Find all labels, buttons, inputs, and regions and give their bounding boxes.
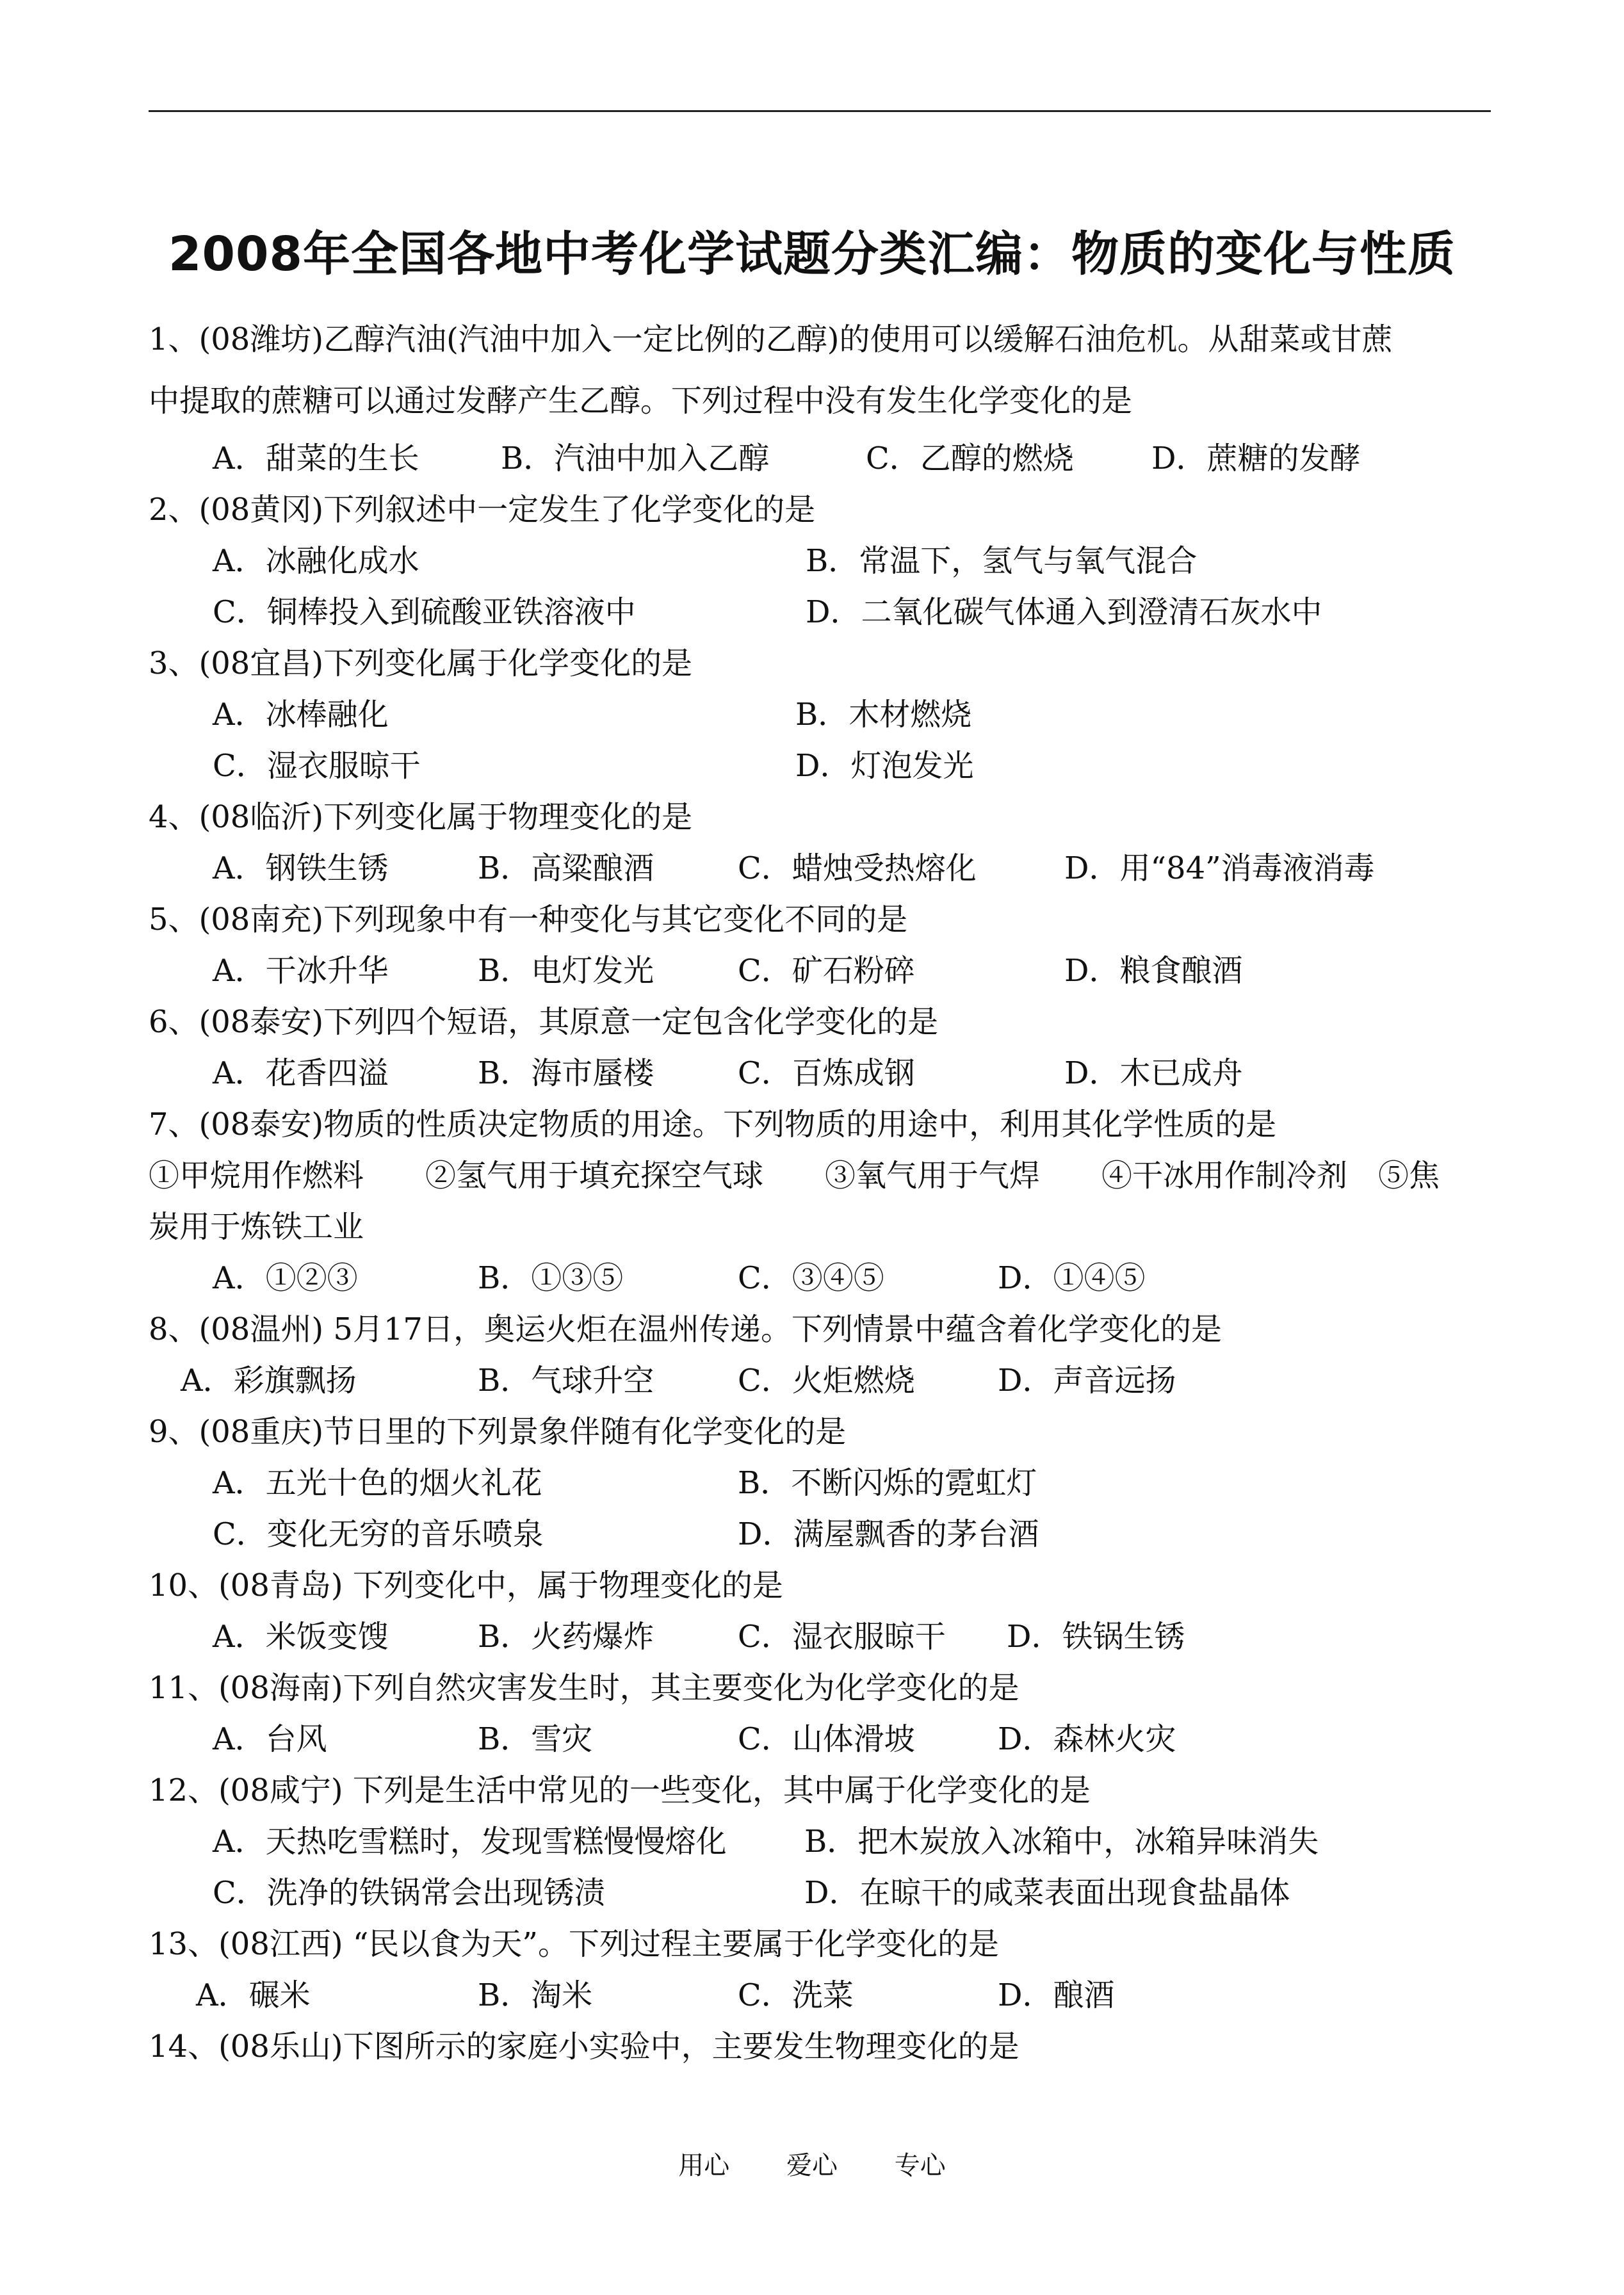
question-line: 1、(08潍坊)乙醇汽油(汽油中加入一定比例的乙醇)的使用可以缓解石油危机。从甜菜或甘蔗	[149, 321, 1393, 357]
question-line: 3、(08宜昌)下列变化属于化学变化的是	[149, 645, 693, 681]
option: D．声音远扬	[998, 1363, 1176, 1399]
option: C．变化无穷的音乐喷泉	[213, 1516, 544, 1552]
option: A．五光十色的烟火礼花	[213, 1465, 542, 1501]
page-footer	[0, 2145, 1624, 2182]
page-title: 2008年全国各地中考化学试题分类汇编：物质的变化与性质	[168, 227, 1456, 282]
option: A．花香四溢	[213, 1055, 389, 1091]
option: A．碾米	[196, 1977, 311, 2013]
option: D．①④⑤	[998, 1260, 1146, 1296]
option: C．山体滑坡	[738, 1721, 915, 1757]
option: B．常温下，氢气与氧气混合	[806, 543, 1198, 579]
option: A．冰融化成水	[213, 543, 419, 579]
footer-text: 爱心	[786, 2151, 838, 2180]
question-line: 14、(08乐山)下图所示的家庭小实验中，主要发生物理变化的是	[149, 2029, 1019, 2064]
option: D．蔗糖的发酵	[1151, 441, 1361, 476]
option: A．甜菜的生长	[213, 441, 419, 476]
option: D．酿酒	[998, 1977, 1115, 2013]
option: D．在晾干的咸菜表面出现食盐晶体	[804, 1875, 1290, 1911]
option: C．蜡烛受热熔化	[738, 850, 977, 886]
option: A．台风	[213, 1721, 327, 1757]
question-line: 13、(08江西) “民以食为天”。下列过程主要属于化学变化的是	[149, 1926, 999, 1962]
option: D．灯泡发光	[795, 748, 974, 784]
option: B．火药爆炸	[478, 1619, 654, 1655]
option: C．洗菜	[738, 1977, 854, 2013]
question-line: 8、(08温州) 5月17日，奥运火炬在温州传递。下列情景中蕴含着化学变化的是	[149, 1311, 1222, 1347]
question-line: ①甲烷用作燃料 ②氢气用于填充探空气球 ③氧气用于气焊 ④干冰用作制冷剂 ⑤焦	[149, 1158, 1440, 1194]
option: D．满屋飘香的茅台酒	[738, 1516, 1039, 1552]
question-line: 6、(08泰安)下列四个短语，其原意一定包含化学变化的是	[149, 1004, 939, 1040]
option: B．木材燃烧	[795, 697, 972, 733]
question-line: 9、(08重庆)节日里的下列景象伴随有化学变化的是	[149, 1414, 847, 1450]
option: B．海市蜃楼	[478, 1055, 654, 1091]
option: A．干冰升华	[213, 953, 389, 989]
option: C．湿衣服晾干	[738, 1619, 946, 1655]
option: A．钢铁生锈	[213, 850, 389, 886]
option: D．森林火灾	[998, 1721, 1176, 1757]
option: A．彩旗飘扬	[181, 1363, 357, 1399]
question-line: 11、(08海南)下列自然灾害发生时，其主要变化为化学变化的是	[149, 1670, 1019, 1706]
option: C．火炬燃烧	[738, 1363, 915, 1399]
option: B．气球升空	[478, 1363, 654, 1399]
option: A．天热吃雪糕时，发现雪糕慢慢熔化	[213, 1824, 727, 1860]
option: A．①②③	[213, 1260, 358, 1296]
option: D．铁锅生锈	[1007, 1619, 1185, 1655]
option: D．二氧化碳气体通入到澄清石灰水中	[806, 594, 1322, 630]
option: C．湿衣服晾干	[213, 748, 421, 784]
option: C．铜棒投入到硫酸亚铁溶液中	[213, 594, 636, 630]
option: C．百炼成钢	[738, 1055, 915, 1091]
question-line: 中提取的蔗糖可以通过发酵产生乙醇。下列过程中没有发生化学变化的是	[149, 383, 1133, 419]
question-line: 12、(08咸宁) 下列是生活中常见的一些变化，其中属于化学变化的是	[149, 1772, 1091, 1808]
option: C．乙醇的燃烧	[866, 441, 1074, 476]
option: D．用“84”消毒液消毒	[1064, 850, 1375, 886]
option: B．雪灾	[478, 1721, 593, 1757]
question-line: 4、(08临沂)下列变化属于物理变化的是	[149, 799, 693, 835]
option: D．木已成舟	[1064, 1055, 1243, 1091]
question-line: 2、(08黄冈)下列叙述中一定发生了化学变化的是	[149, 492, 816, 528]
question-line: 炭用于炼铁工业	[149, 1209, 364, 1245]
option: B．高粱酿酒	[478, 850, 654, 886]
option: B．电灯发光	[478, 953, 654, 989]
question-line: 10、(08青岛) 下列变化中，属于物理变化的是	[149, 1568, 783, 1603]
option: C．③④⑤	[738, 1260, 884, 1296]
option: B．①③⑤	[478, 1260, 624, 1296]
option: C．洗净的铁锅常会出现锈渍	[213, 1875, 605, 1911]
option: A．冰棒融化	[213, 697, 389, 733]
option: A．米饭变馊	[213, 1619, 389, 1655]
footer-text: 专心	[894, 2151, 946, 2180]
question-line: 7、(08泰安)物质的性质决定物质的用途。下列物质的用途中，利用其化学性质的是	[149, 1107, 1277, 1142]
option: B．汽油中加入乙醇	[501, 441, 770, 476]
option: B．不断闪烁的霓虹灯	[738, 1465, 1037, 1501]
option: B．把木炭放入冰箱中，冰箱异味消失	[804, 1824, 1319, 1860]
option: D．粮食酿酒	[1064, 953, 1243, 989]
question-line: 5、(08南充)下列现象中有一种变化与其它变化不同的是	[149, 902, 908, 937]
footer-text: 用心	[678, 2151, 730, 2180]
option: B．淘米	[478, 1977, 593, 2013]
option: C．矿石粉碎	[738, 953, 915, 989]
